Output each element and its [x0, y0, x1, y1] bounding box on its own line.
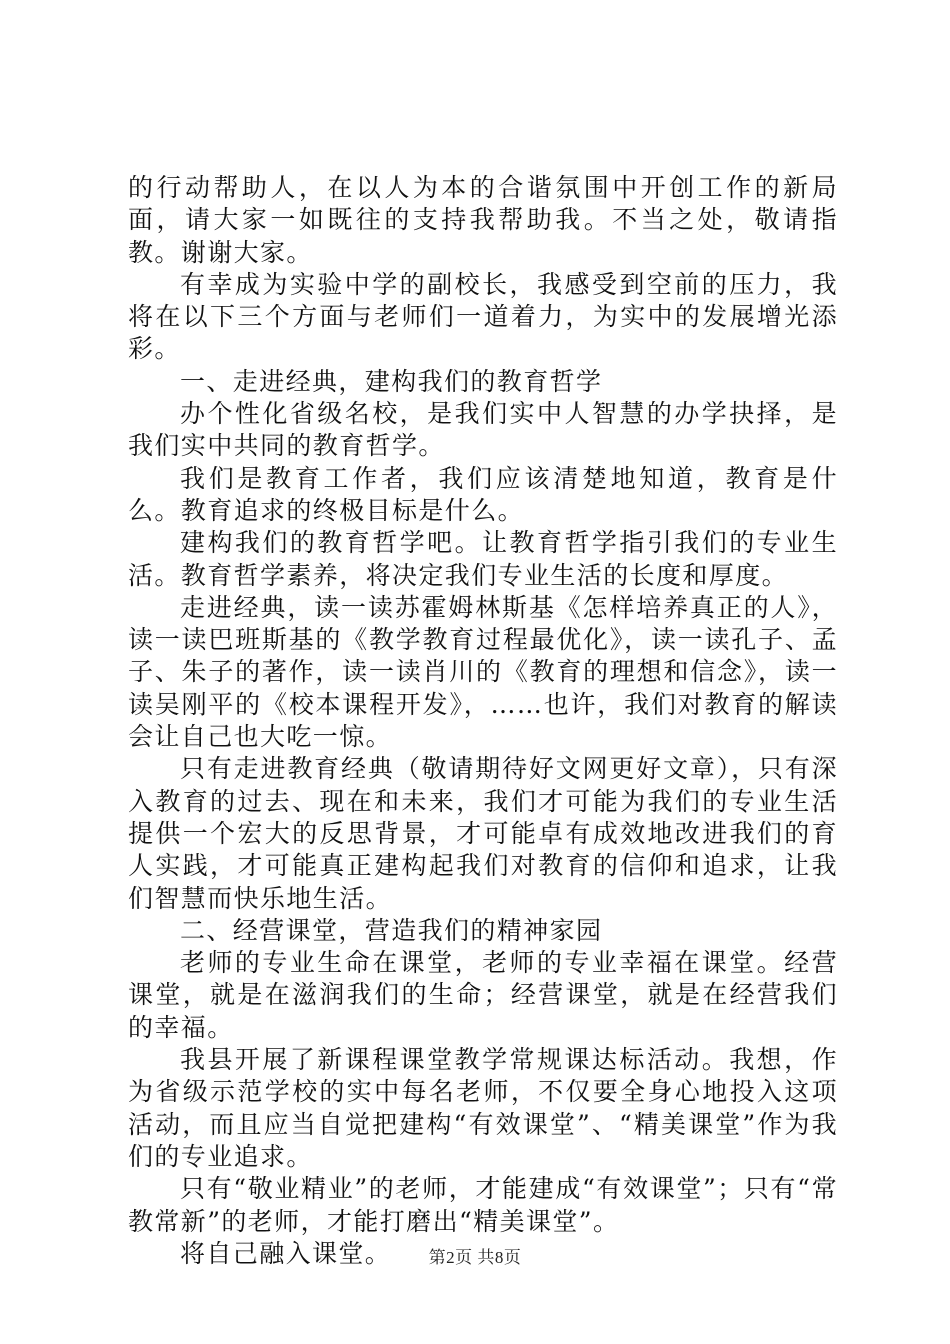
paragraph: 老师的专业生命在课堂，老师的专业幸福在课堂。经营课堂，就是在滋润我们的生命；经营课堂，就是在经营我们的幸福。: [128, 948, 838, 1042]
section-heading-1: 一、走进经典，建构我们的教育哲学: [180, 366, 603, 396]
paragraph: 走进经典，读一读苏霍姆林斯基《怎样培养真正的人》，读一读巴班斯基的《教学教育过程最优化》，读一读孔子、孟子、朱子的著作，读一读肖川的《教育的理想和信念》，读一读吴刚平的《校本课程开发》，……也许，我们对教育的解读会让自己也大吃一惊。: [128, 592, 838, 752]
paragraph: 建构我们的教育哲学吧。让教育哲学指引我们的专业生活。教育哲学素养，将决定我们专业生活的长度和厚度。: [128, 528, 838, 590]
paragraph: 只有“敬业精业”的老师，才能建成“有效课堂”；只有“常教常新”的老师，才能打磨出“精美课堂”。: [128, 1174, 838, 1236]
paragraph: 办个性化省级名校，是我们实中人智慧的办学抉择，是我们实中共同的教育哲学。: [128, 399, 838, 461]
paragraph: 只有走进教育经典（敬请期待好文网更好文章），只有深入教育的过去、现在和未来，我们才可能为我们的专业生活提供一个宏大的反思背景，才可能卓有成效地改进我们的育人实践，才可能真正建构起我们对教育的信仰和追求，让我们智慧而快乐地生活。: [128, 754, 838, 913]
page-number-footer: 第2页 共8页: [428, 1248, 522, 1267]
paragraph: 将自己融入课堂。: [180, 1238, 392, 1268]
document-body: [128, 172, 838, 1270]
paragraph-continuation: 的行动帮助人，在以人为本的合谐氛围中开创工作的新局面，请大家一如既往的支持我帮助我。不当之处，敬请指教。谢谢大家。: [128, 173, 838, 267]
section-heading-2: 二、经营课堂，营造我们的精神家园: [180, 915, 603, 945]
paragraph: 我们是教育工作者，我们应该清楚地知道，教育是什么。教育追求的终极目标是什么。: [128, 463, 838, 525]
paragraph-intro: 有幸成为实验中学的副校长，我感受到空前的压力，我将在以下三个方面与老师们一道着力，为实中的发展增光添彩。: [128, 269, 838, 364]
paragraph: 我县开展了新课程课堂教学常规课达标活动。我想，作为省级示范学校的实中每名老师，不仅要全身心地投入这项活动，而且应当自觉把建构“有效课堂”、“精美课堂”作为我们的专业追求。: [128, 1045, 838, 1171]
